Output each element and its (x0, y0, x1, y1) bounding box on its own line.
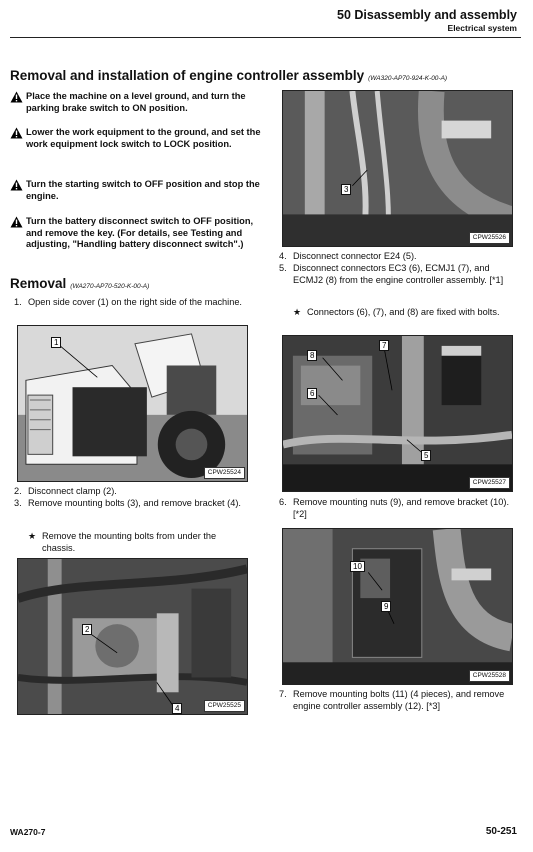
footer-model: WA270-7 (10, 827, 46, 837)
callout-4: 4 (172, 703, 182, 714)
step-number: 6. (279, 497, 287, 507)
chapter-title: 50 Disassembly and assembly (337, 8, 517, 22)
callout-5: 5 (421, 450, 431, 461)
warning-text: Turn the starting switch to OFF position and stop the engine. (26, 179, 260, 201)
step-5 (279, 263, 521, 286)
step-text: Open side cover (1) on the right side of the machine. (28, 297, 242, 307)
callout-8: 8 (307, 350, 317, 361)
step-text: Remove mounting nuts (9), and remove bracket (10). [*2] (293, 497, 510, 519)
step-text: Disconnect connectors EC3 (6), ECMJ1 (7), and ECMJ2 (8) from the engine controller assembly. [*1] (293, 263, 504, 285)
star-mark: ★ (28, 531, 37, 541)
warning-2 (10, 127, 272, 150)
chapter-subtitle: Electrical system (447, 23, 517, 33)
warning-4 (10, 216, 272, 251)
step-2 (14, 486, 244, 498)
step-text: Disconnect connector E24 (5). (293, 251, 417, 261)
step-text: Disconnect clamp (2). (28, 486, 117, 496)
warning-text: Place the machine on a level ground, and turn the parking brake switch to ON position. (26, 91, 246, 113)
step-number: 7. (279, 689, 287, 699)
star-mark: ★ (293, 307, 302, 317)
note-text: Remove the mounting bolts from under the chassis. (42, 531, 217, 553)
step-6 (279, 497, 521, 520)
step-5-note (293, 307, 513, 319)
photo-code: CPW25527 (469, 477, 510, 489)
step-7 (279, 689, 521, 712)
photo-code: CPW25524 (204, 467, 245, 479)
note-text: Connectors (6), (7), and (8) are fixed with bolts. (307, 307, 500, 317)
removal-heading (10, 276, 149, 291)
section-title (10, 68, 447, 83)
callout-10: 10 (350, 561, 365, 572)
callout-1: 1 (51, 337, 61, 348)
step-1 (14, 297, 242, 309)
section-code: (WA320-AP70-924-K-00-A) (368, 75, 448, 82)
photo-connectors (282, 335, 513, 492)
photo-clamp-bracket (17, 558, 248, 715)
step-3 (14, 498, 264, 510)
step-4 (279, 251, 517, 263)
step-number: 3. (14, 498, 22, 508)
removal-title: Removal (10, 276, 67, 291)
removal-code: (WA270-AP70-520-K-00-A) (70, 283, 150, 290)
footer-page-number: 50-251 (485, 826, 517, 837)
callout-6: 6 (307, 388, 317, 399)
photo-code: CPW25525 (204, 700, 245, 712)
photo-side-cover (17, 325, 248, 482)
warning-text: Turn the battery disconnect switch to OFF position, and remove the key. (For details, see Testing and adjusting, "Handling battery disconnect switch".) (26, 216, 254, 249)
step-number: 4. (279, 251, 287, 261)
warning-text: Lower the work equipment to the ground, and set the work equipment lock switch to LOCK position. (26, 127, 261, 149)
header-divider (10, 37, 521, 38)
callout-7: 7 (379, 340, 389, 351)
warning-icon (10, 179, 23, 191)
warning-icon (10, 216, 23, 228)
warning-3 (10, 179, 272, 202)
warning-icon (10, 91, 23, 103)
warning-icon (10, 127, 23, 139)
photo-code: CPW25526 (469, 232, 510, 244)
step-number: 2. (14, 486, 22, 496)
step-number: 1. (14, 297, 22, 307)
step-3-note (28, 531, 248, 554)
step-number: 5. (279, 263, 287, 273)
step-text: Remove mounting bolts (3), and remove bracket (4). (28, 498, 241, 508)
callout-3: 3 (341, 184, 351, 195)
step-text: Remove mounting bolts (11) (4 pieces), and remove engine controller assembly (12). [*3] (293, 689, 505, 711)
warning-1 (10, 91, 272, 114)
callout-2: 2 (82, 624, 92, 635)
callout-9: 9 (381, 601, 391, 612)
photo-controller-bracket (282, 528, 513, 685)
section-title-text: Removal and installation of engine controller assembly (10, 68, 365, 83)
photo-code: CPW25528 (469, 670, 510, 682)
photo-mounting-bolts (282, 90, 513, 247)
